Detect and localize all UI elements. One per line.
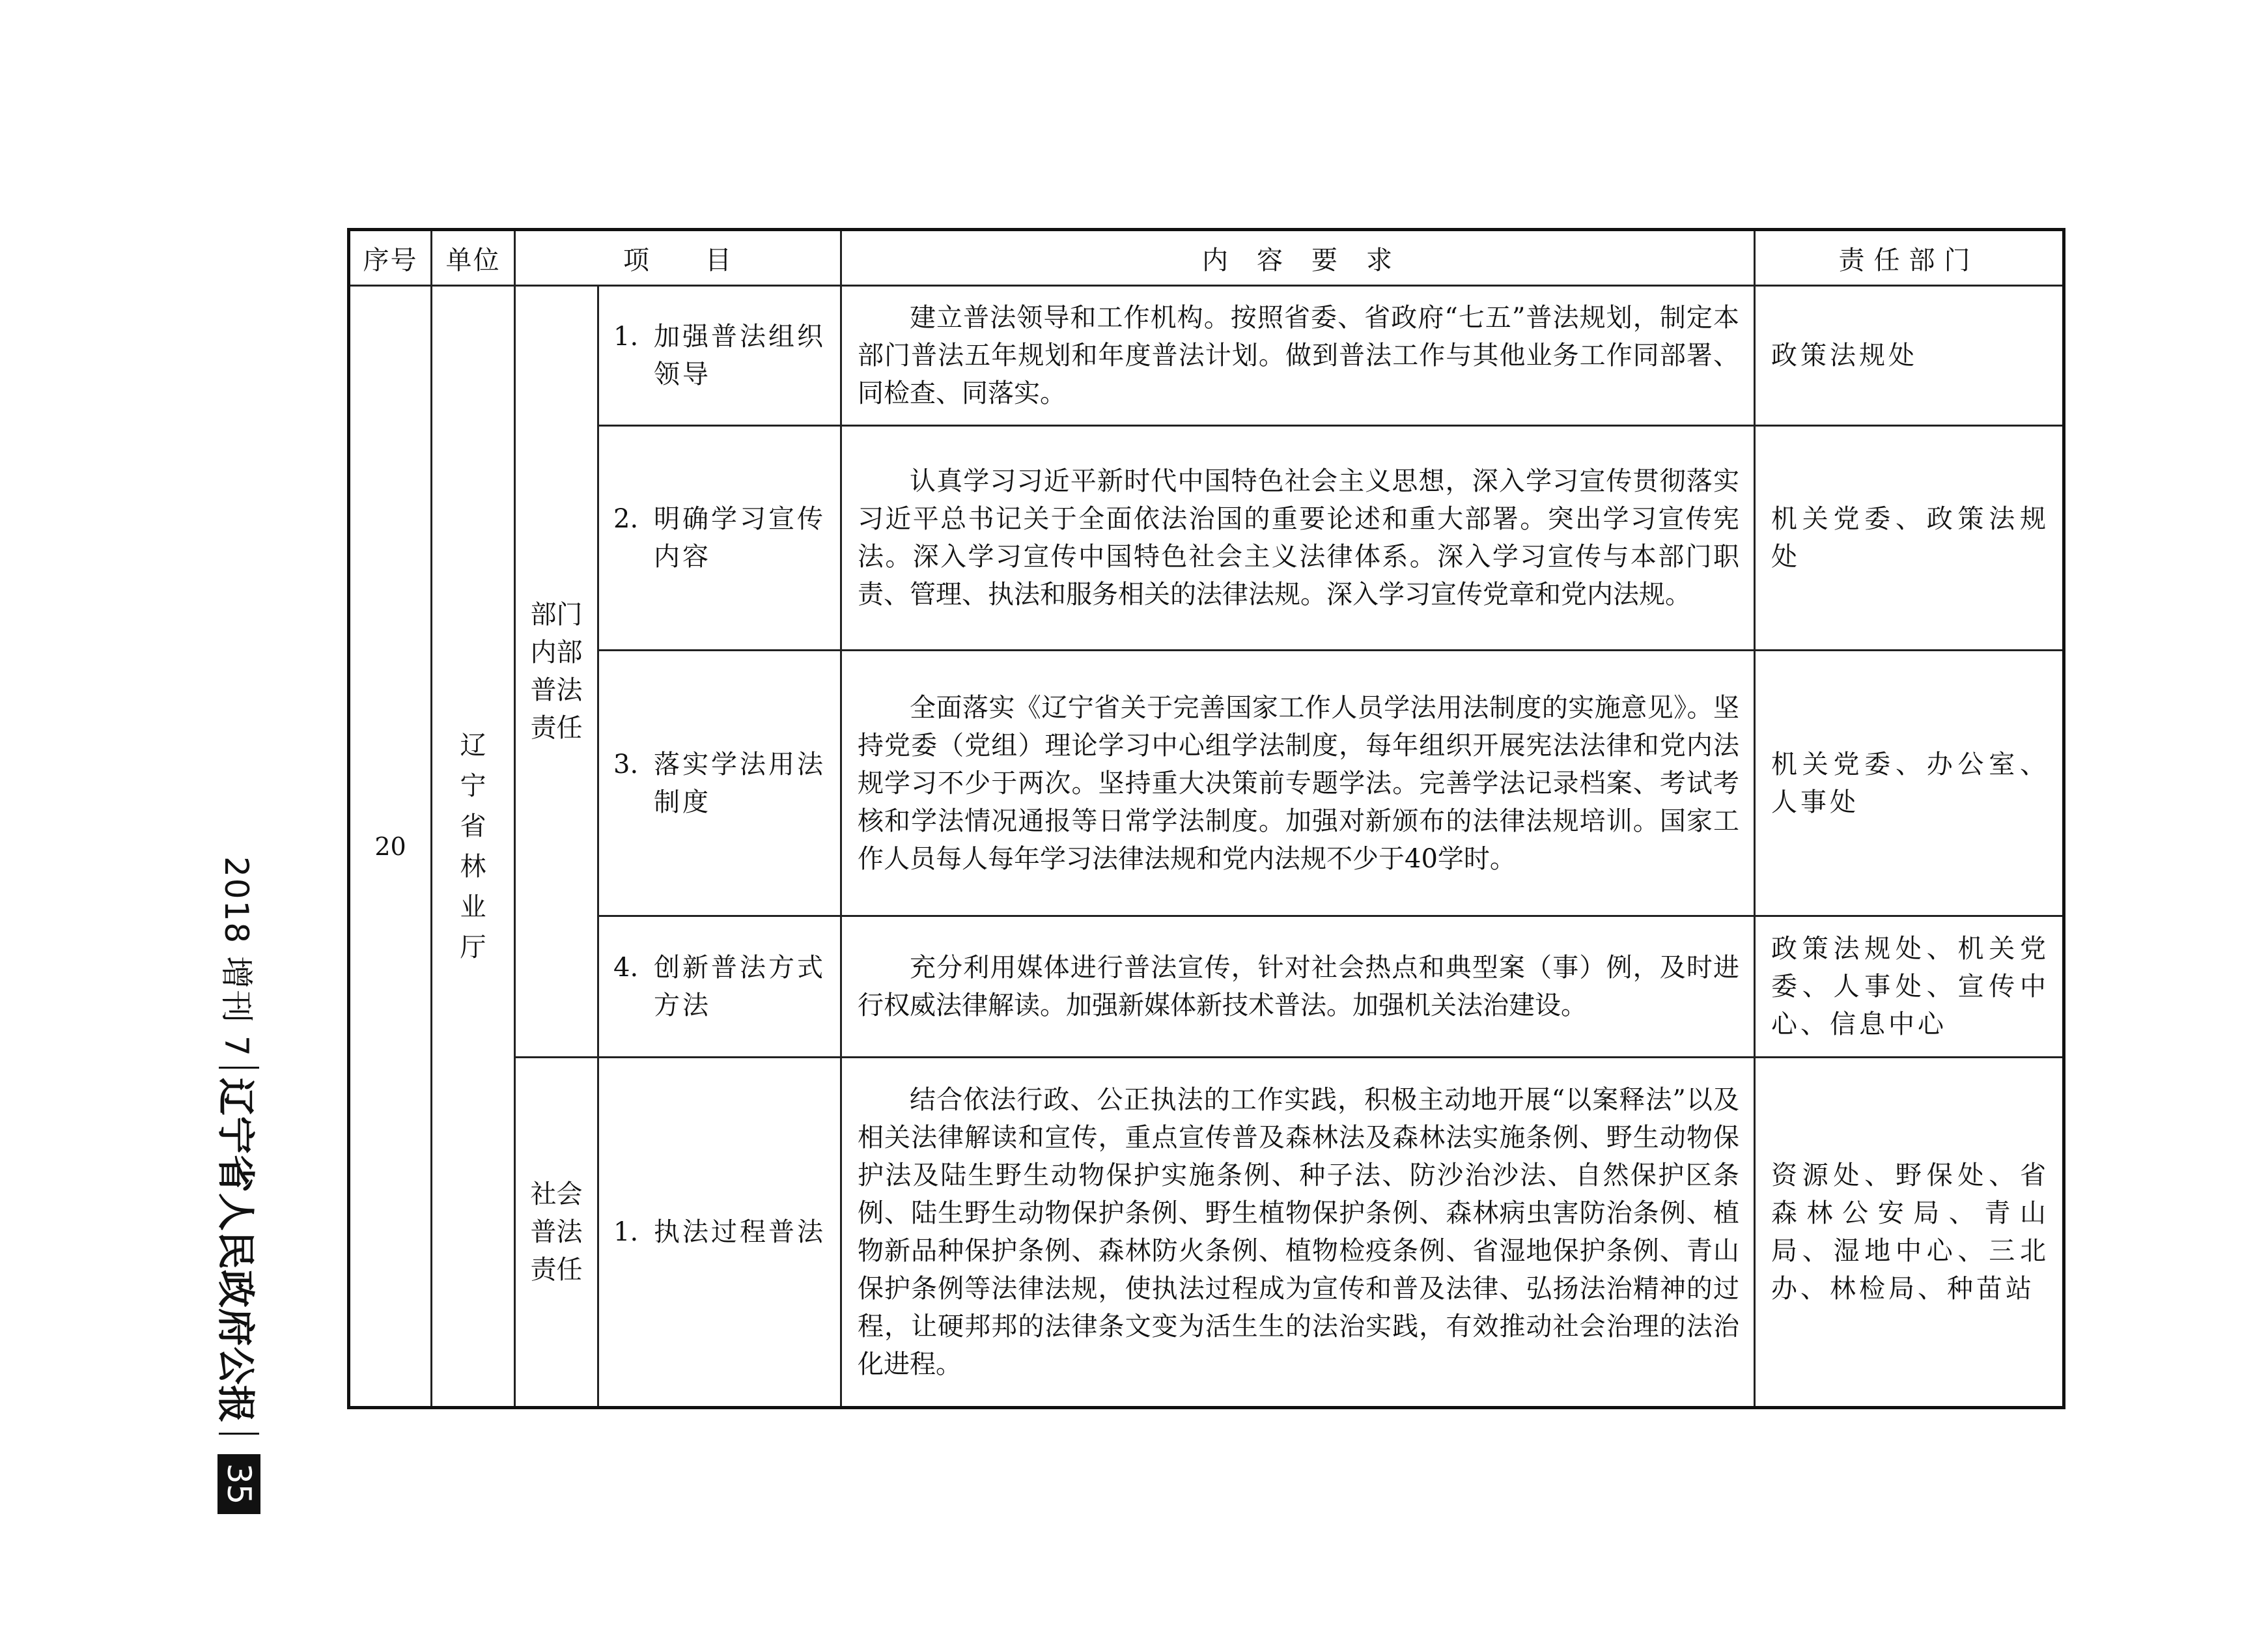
header-row bbox=[349, 230, 2064, 286]
row-unit: 辽宁省林业厅 bbox=[432, 286, 515, 1408]
dept-cell: 资源处、野保处、省森林公安局、青山局、湿地中心、三北办、林检局、种苗站 bbox=[1755, 1058, 2064, 1408]
table-row bbox=[349, 1058, 2064, 1408]
issue-label: 2018 增刊 7 bbox=[217, 856, 255, 1058]
item-title: 明确学习宣传内容 bbox=[654, 504, 826, 572]
dept-cell: 政策法规处、机关党委、人事处、宣传中心、信息中心 bbox=[1755, 916, 2064, 1058]
item-cell: 1. 执法过程普法 bbox=[598, 1058, 841, 1408]
journal-title: 辽宁省人民政府公报 bbox=[214, 1077, 258, 1424]
content-cell: 结合依法行政、公正执法的工作实践，积极主动地开展“以案释法”以及相关法律解读和宣传，重点宣传普及森林法及森林法实施条例、野生动物保护法及陆生野生动物保护实施条例、种子法、防沙治沙法、自然保护区条例、陆生野生动物保护条例、野生植物保护条例、森林病虫害防治条例、植物新品种保护条例、森林防火条例、植物检疫条例、省湿地保护条例、青山保护条例等法律法规，使执法过程成为宣传和普及法律、弘扬法治精神的过程，让硬邦邦的法律条文变为活生生的法治实践，有效推动社会治理的法治化进程。 bbox=[841, 1058, 1755, 1408]
row-seq: 20 bbox=[349, 286, 432, 1408]
item-cell: 3. 落实学法用法制度 bbox=[598, 651, 841, 916]
content-cell: 充分利用媒体进行普法宣传，针对社会热点和典型案（事）例，及时进行权威法律解读。加强新媒体新技术普法。加强机关法治建设。 bbox=[841, 916, 1755, 1058]
header-item: 项 目 bbox=[515, 230, 841, 286]
dept-cell: 机关党委、政策法规处 bbox=[1755, 426, 2064, 651]
table-row bbox=[349, 426, 2064, 651]
journal-sidebar bbox=[210, 856, 268, 1505]
category-internal: 部门内部普法责任 bbox=[515, 286, 598, 1058]
item-cell: 2. 明确学习宣传内容 bbox=[598, 426, 841, 651]
item-title: 落实学法用法制度 bbox=[654, 749, 826, 817]
item-title: 执法过程普法 bbox=[654, 1217, 826, 1247]
dept-cell: 机关党委、办公室、人事处 bbox=[1755, 651, 2064, 916]
header-dept: 责任部门 bbox=[1755, 230, 2064, 286]
header-seq: 序号 bbox=[349, 230, 432, 286]
sidebar-divider bbox=[219, 1433, 259, 1435]
category-social: 社会普法责任 bbox=[515, 1058, 598, 1408]
table-row bbox=[349, 651, 2064, 916]
item-cell: 1. 加强普法组织领导 bbox=[598, 286, 841, 426]
table-row bbox=[349, 286, 2064, 426]
header-content: 内 容 要 求 bbox=[841, 230, 1755, 286]
dept-cell: 政策法规处 bbox=[1755, 286, 2064, 426]
item-title: 加强普法组织领导 bbox=[654, 322, 826, 389]
table-row bbox=[349, 916, 2064, 1058]
page-number: 35 bbox=[217, 1454, 260, 1514]
item-cell: 4. 创新普法方式方法 bbox=[598, 916, 841, 1058]
content-cell: 建立普法领导和工作机构。按照省委、省政府“七五”普法规划，制定本部门普法五年规划和年度普法计划。做到普法工作与其他业务工作同部署、同检查、同落实。 bbox=[841, 286, 1755, 426]
responsibility-table bbox=[347, 228, 2065, 1409]
content-cell: 认真学习习近平新时代中国特色社会主义思想，深入学习宣传贯彻落实习近平总书记关于全面依法治国的重要论述和重大部署。突出学习宣传宪法。深入学习宣传中国特色社会主义法律体系。深入学习宣传与本部门职责、管理、执法和服务相关的法律法规。深入学习宣传党章和党内法规。 bbox=[841, 426, 1755, 651]
header-unit: 单位 bbox=[432, 230, 515, 286]
sidebar-divider bbox=[219, 1067, 259, 1069]
item-title: 创新普法方式方法 bbox=[654, 953, 826, 1020]
content-cell: 全面落实《辽宁省关于完善国家工作人员学法用法制度的实施意见》。坚持党委（党组）理论学习中心组学法制度，每年组织开展宪法法律和党内法规学习不少于两次。坚持重大决策前专题学法。完善学法记录档案、考试考核和学法情况通报等日常学法制度。加强对新颁布的法律法规培训。国家工作人员每人每年学习法律法规和党内法规不少于40学时。 bbox=[841, 651, 1755, 916]
